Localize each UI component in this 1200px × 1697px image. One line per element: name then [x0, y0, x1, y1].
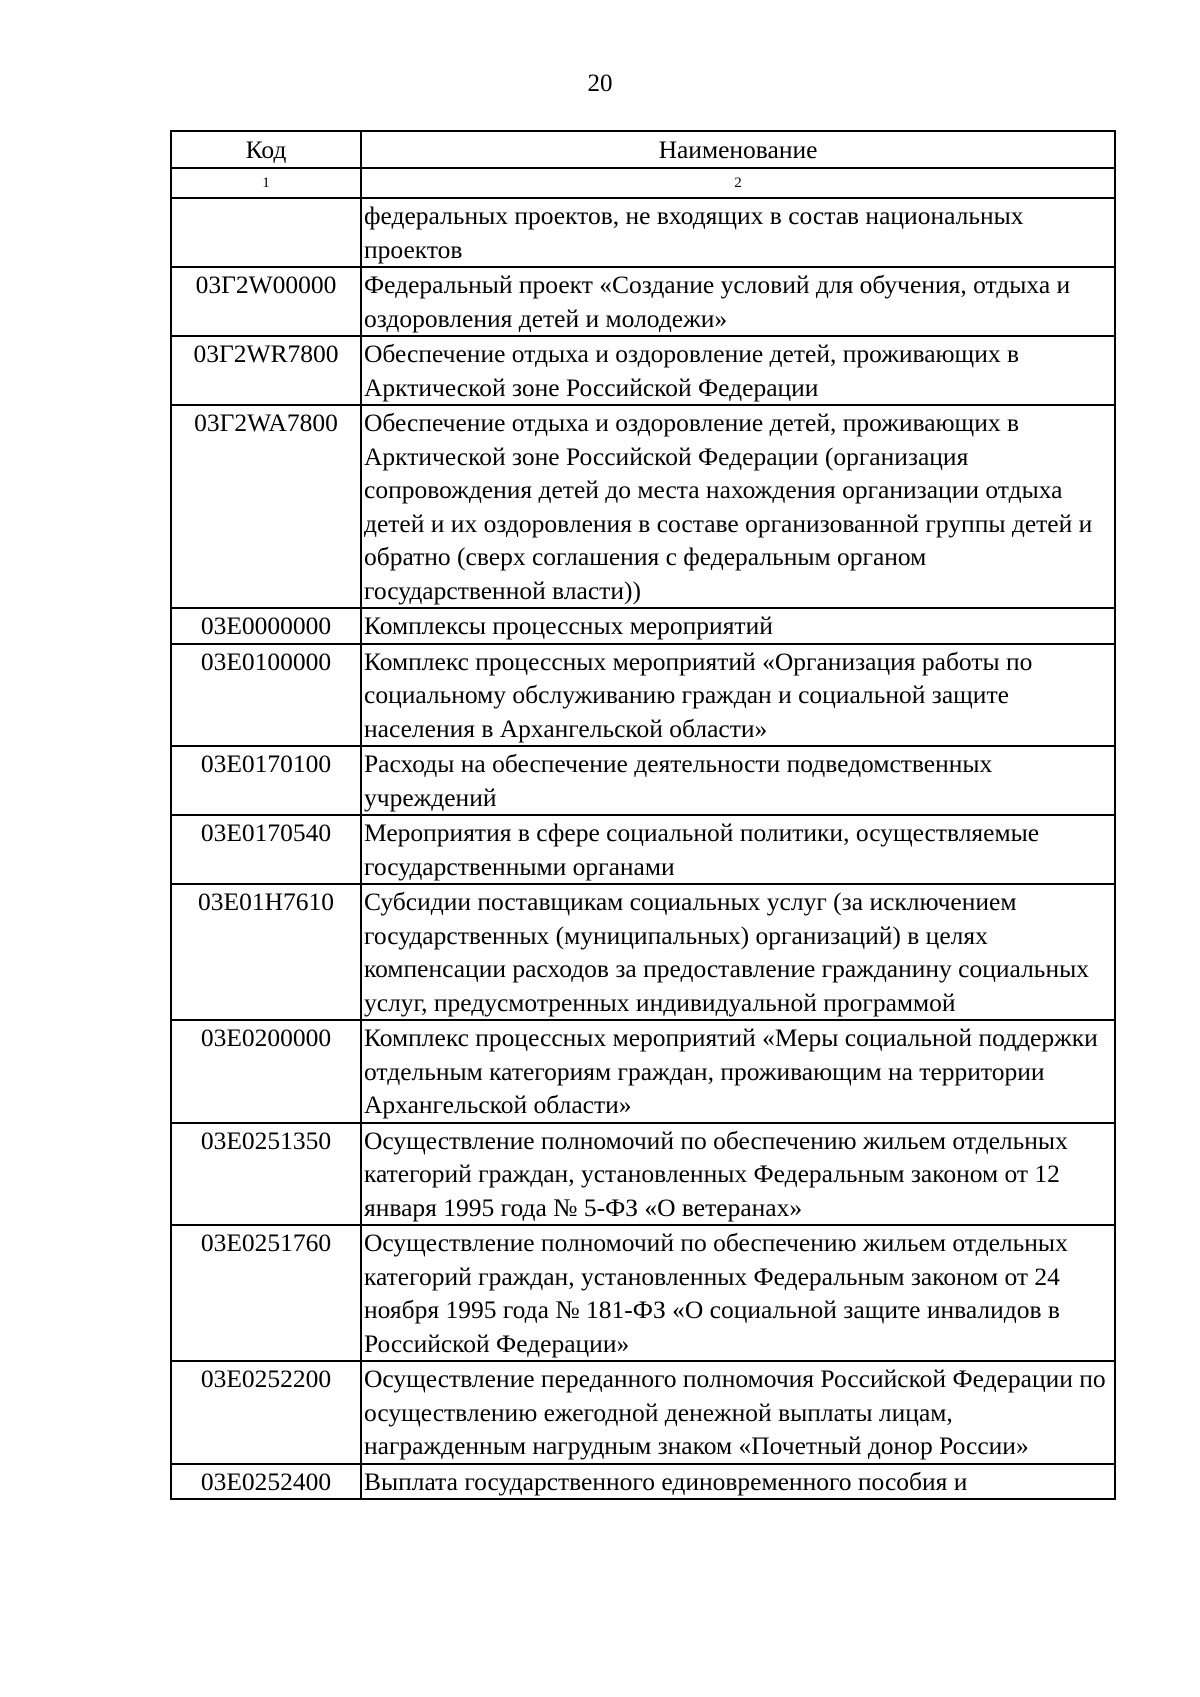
row-code: 03Г2W00000 — [171, 267, 361, 336]
column-number-2: 2 — [361, 168, 1115, 198]
table-row — [171, 267, 1115, 336]
table-row — [171, 1464, 1115, 1500]
row-code: 03Е0252400 — [171, 1464, 361, 1500]
row-name: Комплекс процессных мероприятий «Организация работы по социальному обслуживанию граждан и социальной защите населения в Архангельской области» — [361, 644, 1115, 747]
row-name: Осуществление полномочий по обеспечению жильем отдельных категорий граждан, установленных Федеральным законом от 12 января 1995 года № 5-ФЗ «О ветеранах» — [361, 1123, 1115, 1226]
table-row — [171, 1361, 1115, 1464]
row-name: Обеспечение отдыха и оздоровление детей, проживающих в Арктической зоне Российской Федерации — [361, 336, 1115, 405]
row-code: 03Г2WA7800 — [171, 405, 361, 608]
column-number-1: 1 — [171, 168, 361, 198]
table-row — [171, 608, 1115, 644]
header-code: Код — [171, 131, 361, 168]
table-header-row — [171, 131, 1115, 168]
row-name: Обеспечение отдыха и оздоровление детей, проживающих в Арктической зоне Российской Федерации (организация сопровождения детей до места нахождения организации отдыха детей и их оздоровления в составе организованной группы детей и обратно (сверх соглашения с федеральным органом государственной власти)) — [361, 405, 1115, 608]
table-row — [171, 336, 1115, 405]
row-code: 03Е0170100 — [171, 746, 361, 815]
row-name: Субсидии поставщикам социальных услуг (за исключением государственных (муниципальных) организаций) в целях компенсации расходов за предоставление гражданину социальных услуг, предусмотренных индивидуальной программой — [361, 884, 1115, 1020]
page-number: 20 — [587, 70, 613, 97]
row-code: 03Е0000000 — [171, 608, 361, 644]
row-name: Осуществление полномочий по обеспечению жильем отдельных категорий граждан, установленных Федеральным законом от 24 ноября 1995 года № 181-ФЗ «О социальной защите инвалидов в Российской Федерации» — [361, 1225, 1115, 1361]
table-row — [171, 1225, 1115, 1361]
table-row — [171, 1020, 1115, 1123]
row-name: Комплекс процессных мероприятий «Меры социальной поддержки отдельным категориям граждан, проживающим на территории Архангельской области» — [361, 1020, 1115, 1123]
row-name: Федеральный проект «Создание условий для обучения, отдыха и оздоровления детей и молодежи» — [361, 267, 1115, 336]
table-row — [171, 644, 1115, 747]
table-row — [171, 815, 1115, 884]
row-code: 03Е0200000 — [171, 1020, 361, 1123]
row-code: 03Е0170540 — [171, 815, 361, 884]
table-row — [171, 1123, 1115, 1226]
row-code: 03Е0100000 — [171, 644, 361, 747]
row-name: Мероприятия в сфере социальной политики, осуществляемые государственными органами — [361, 815, 1115, 884]
row-code — [171, 198, 361, 267]
table-row — [171, 198, 1115, 267]
row-name: Комплексы процессных мероприятий — [361, 608, 1115, 644]
row-code: 03Е0252200 — [171, 1361, 361, 1464]
row-code: 03Е0251350 — [171, 1123, 361, 1226]
budget-code-table — [170, 130, 1116, 1500]
row-code: 03Г2WR7800 — [171, 336, 361, 405]
table-row — [171, 884, 1115, 1020]
row-name: Расходы на обеспечение деятельности подведомственных учреждений — [361, 746, 1115, 815]
row-name: Осуществление переданного полномочия Российской Федерации по осуществлению ежегодной денежной выплаты лицам, награжденным нагрудным знаком «Почетный донор России» — [361, 1361, 1115, 1464]
table-row — [171, 746, 1115, 815]
row-code: 03Е0251760 — [171, 1225, 361, 1361]
column-number-row — [171, 168, 1115, 198]
row-name: федеральных проектов, не входящих в состав национальных проектов — [361, 198, 1115, 267]
table-body — [171, 131, 1115, 1499]
table-row — [171, 405, 1115, 608]
row-code: 03Е01Н7610 — [171, 884, 361, 1020]
row-name: Выплата государственного единовременного пособия и — [361, 1464, 1115, 1500]
header-name: Наименование — [361, 131, 1115, 168]
